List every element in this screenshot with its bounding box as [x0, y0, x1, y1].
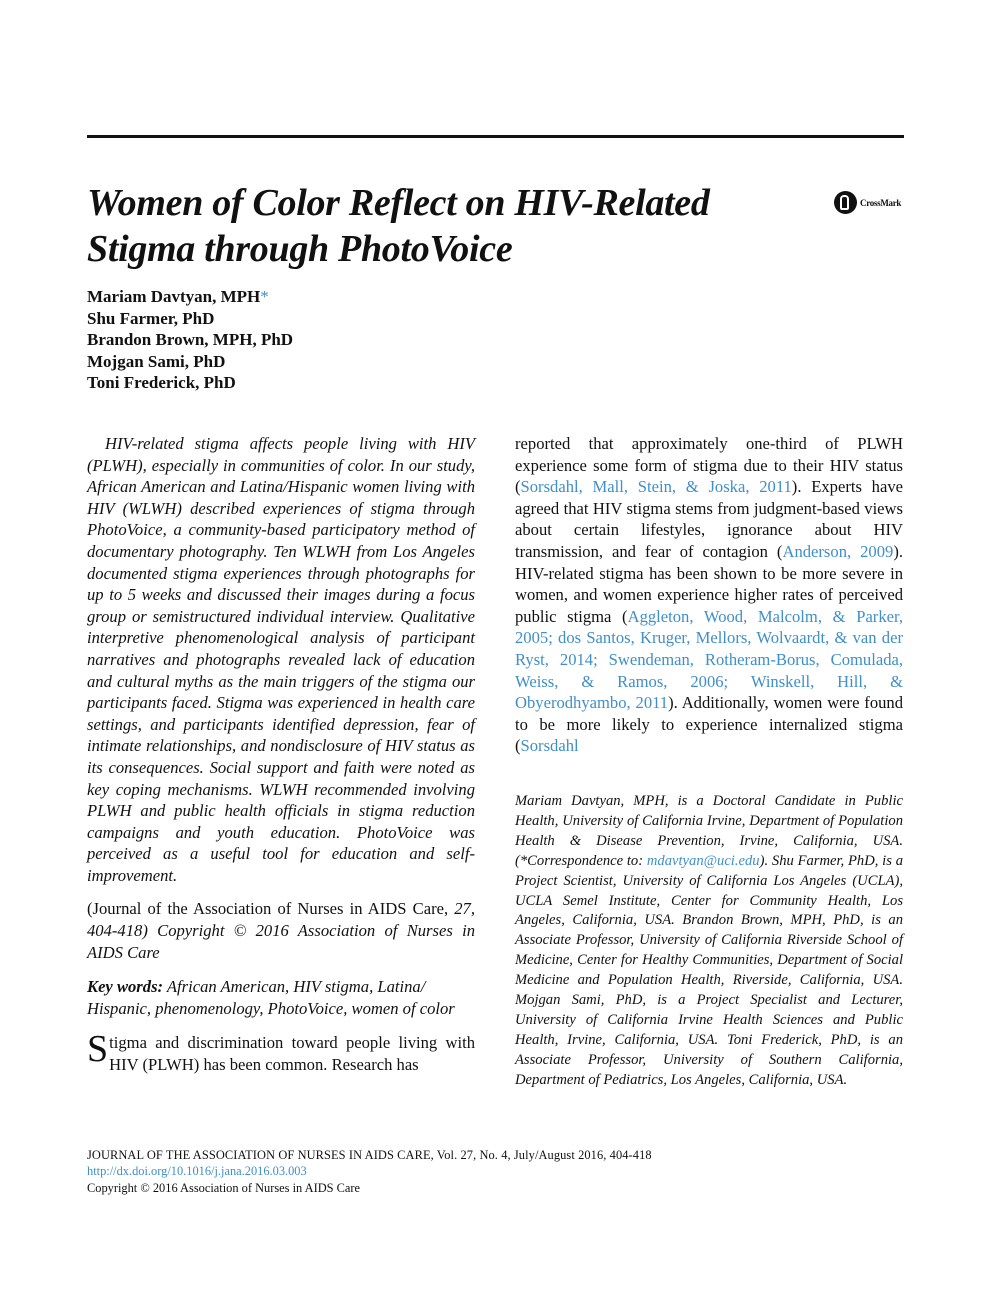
keywords-text: African American, HIV stigma, Latina/ Hispanic, phenomenology, PhotoVoice, women of color — [87, 977, 455, 1018]
journal-citation: (Journal of the Association of Nurses in AIDS Care, 27, 404-418) Copyright © 2016 Association of Nurses in AIDS Care — [87, 899, 475, 962]
body-paragraph: reported that approximately one-third of PLWH experience some form of stigma due to their HIV status (Sorsdahl, Mall, Stein, & Joska, 2011). Experts have agreed that HIV stigma stems from judgment-based views about certain lifestyles, ignorance about HIV transmission, and fear of contagion (Anderson, 2009). HIV-related stigma has been shown to be more severe in women, and women experience higher rates of perceived public stigma (Aggleton, Wood, Malcolm, & Parker, 2005; dos Santos, Kruger, Mellors, Wolvaardt, & van der Ryst, 2014; Swendeman, Rotheram-Borus, Comulada, Weiss, & Ramos, 2006; Winskell, Hill, & Obyerodhyambo, 2011). Additionally, women were found to be more likely to experience internalized stigma (Sorsdahl — [515, 434, 904, 756]
author-name: Mariam Davtyan, MPH* — [87, 287, 269, 306]
author-affiliations: Mariam Davtyan, MPH, is a Doctoral Candidate in Public Health, University of California Irvine, Department of Population Health & Disease Prevention, Irvine, California, USA. (*Correspondence to: mdavtyan@uci.edu). Shu Farmer, PhD, is a Project Scientist, University of California Los Angeles (UCLA), UCLA Semel Institute, Center for Community Health, Los Angeles, California, USA. Brandon Brown, MPH, PhD, is an Associate Professor, University of California Riverside School of Medicine, Center for Healthy Communities, Department of Social Medicine and Population Health, Riverside, California, USA. Mojgan Sami, PhD, is a Project Specialist and Lecturer, University of California Irvine Health Sciences and Public Health, Irvine, California, USA. Toni Frederick, PhD, is an Associate Professor, University of Southern California, Department of Pediatrics, Los Angeles, California, USA. — [515, 793, 903, 1088]
page-footer — [87, 1147, 652, 1196]
citation-link[interactable]: Anderson, 2009 — [782, 541, 894, 561]
footer-copyright: Copyright © 2016 Association of Nurses in AIDS Care — [87, 1180, 361, 1195]
intro-paragraph: Stigma and discrimination toward people living with HIV (PLWH) has been common. Research has — [87, 1028, 475, 1075]
right-column — [515, 433, 903, 757]
journal-footer-line: JOURNAL OF THE ASSOCIATION OF NURSES IN AIDS CARE, Vol. 27, No. 4, July/August 2016, 404-418 — [87, 1148, 652, 1162]
top-rule — [87, 135, 904, 138]
drop-cap: S — [87, 1028, 109, 1071]
correspondence-link[interactable]: * — [260, 287, 269, 306]
crossmark-label: CrossMark — [860, 197, 902, 208]
article-title: Women of Color Reflect on HIV-Related Stigma through PhotoVoice — [87, 182, 710, 270]
abstract: HIV-related stigma affects people living with HIV (PLWH), especially in communities of color. In our study, African American and Latina/Hispanic women living with HIV (WLWH) described experiences of stigma through PhotoVoice, a community-based participatory method of documentary photography. Ten WLWH from Los Angeles documented stigma experiences through photographs for up to 5 weeks and discussed their images during a focus group or semistructured individual interview. Qualitative interpretive phenomenological analysis of participant narratives and photographs revealed lack of education and cultural myths as the main triggers of the stigma our participants faced. Stigma was experienced in health care settings, and participants identified depression, fear of intimate relationships, and nondisclosure of HIV status as its consequences. Social support and faith were noted as key coping mechanisms. WLWH recommended involving PLWH and public health officials in stigma reduction campaigns and youth education. PhotoVoice was perceived as a useful tool for education and self-improvement. — [87, 434, 475, 885]
left-column — [87, 433, 475, 1076]
citation-link[interactable]: Aggleton, Wood, Malcolm, & Parker, 2005; dos Santos, Kruger, Mellors, Wolvaardt, & van der Ryst, 2014; Swendeman, Rotheram-Borus, Comulada, Weiss, & Ramos, 2006; Winskell, Hill, & Obyerodhyambo, 2011 — [515, 606, 904, 713]
email-link[interactable]: mdavtyan@uci.edu — [646, 852, 760, 869]
keywords-label: Key words: — [87, 977, 164, 997]
keywords — [87, 976, 475, 1019]
crossmark-badge[interactable] — [834, 191, 901, 214]
citation-link[interactable]: Sorsdahl, Mall, Stein, & Joska, 2011 — [520, 477, 792, 497]
author-name: Brandon Brown, MPH, PhD — [87, 330, 294, 350]
doi-link[interactable]: http://dx.doi.org/10.1016/j.jana.2016.03.003 — [87, 1164, 307, 1179]
author-name: Toni Frederick, PhD — [87, 373, 236, 393]
author-list — [87, 286, 293, 394]
crossmark-icon — [834, 191, 857, 214]
citation-link[interactable]: Sorsdahl — [520, 736, 579, 756]
author-name: Shu Farmer, PhD — [87, 308, 215, 328]
author-name: Mojgan Sami, PhD — [87, 351, 226, 371]
